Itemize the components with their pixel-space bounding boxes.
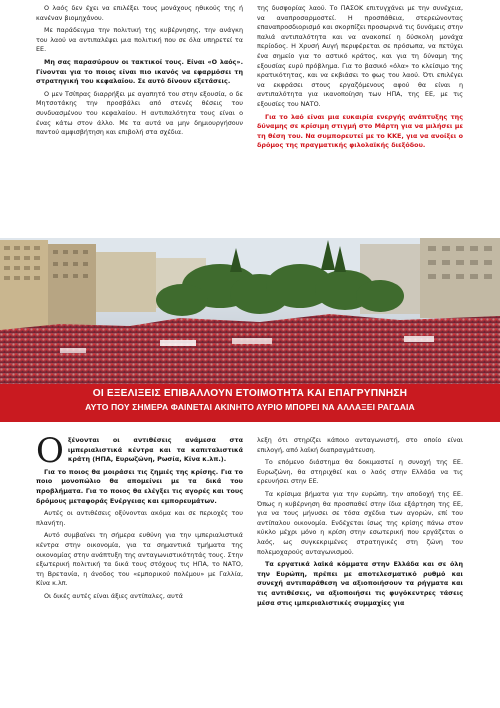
paragraph: Ο μεν Τσίπρας διαρρήξει με αγαπητό του στην εξουσία, ο δε Μητσοτάκης την προσβάλει από στενές θέσεις του συνδυασμένου του κεφαλαίου. Η αντιπαλότητα τους είναι ο ένας κάτω στον άλλο. Με τα αυτά να μην δημιουργήσουν παντού αμφισβήτηση και επιβολή στα σχέδια. (36, 89, 243, 137)
bold-paragraph: Μη σας παρασύρουν οι τακτικοί τους. Είναι «Ο λαός». Γίνονται για το ποιος είναι πιο ικανός να εφαρμόσει τη στρατηγική του κεφαλαίου. Σε αυτό δίνουν εξετάσεις. (36, 57, 243, 86)
paragraph: Τα κρίσιμα βήματα για την ευρώπη, την αποδοχή της ΕΕ. Όπως η κυβέρνηση θα προσπαθεί στην ίδια εξάρτηση της ΕΕ, για να τους μήνυσει σε τόσα σχέδια των αγορών, επί του αντίπαλου οικονομία. Ενδέχεται ίσως της κρίσης πάνω στον κύκλο μέχρι μόνο η κρίση στην εσωτερική που εργάζεται ο λαός, ως συγκεκριμένες στρατηγικές στη ζώνη του πολεμοχαρούς ανταγωνισμού. (257, 489, 463, 556)
rally-crowd-photo (0, 238, 500, 384)
red-bold-paragraph: Για το λαό είναι μια ευκαιρία ενεργής ανάπτυξης της δύναμης σε κρίσιμη στιγμή στο Μάρτη για να μιλήσει με τη θέση του. Να συμπορευτεί με το ΚΚΕ, για να ανοίξει ο δρόμος της πραγματικής φιλολαϊκής διεξόδου. (257, 112, 463, 150)
top-left-column (36, 4, 243, 141)
lead-text: ξένονται οι αντιθέσεις ανάμεσα στα ιμπεριαλιστικά κέντρα και τα καπιταλιστικά κράτη (ΗΠΑ, Ευρωζώνη, Ρωσία, Κίνα κ.λπ.). (67, 436, 243, 464)
paragraph: λεξη ότι στηρίζει κάποιο ανταγωνιστή, στο οποίο είναι επιλογή, από λαϊκή διαπραγμάτευση. (257, 436, 463, 454)
paragraph: Ο λαός δεν έχει να επιλέξει τους μονάχους ηθικούς της ή κανέναν βιομηχάνου. (36, 4, 243, 22)
bold-paragraph: Για το ποιος θα μοιράσει τις ζημιές της κρίσης. Για το ποιο μονοπώλιο θα απομείνει με τα δικά του προβλήματα. Για το ποιος θα ελέγξει τις αγορές και τους δρόμους μεταφοράς Ενέργειας και εμπορευμάτων. (36, 467, 243, 505)
paragraph: Αυτές οι αντιθέσεις οξύνονται ακόμα και σε περιοχές του πλανήτη. (36, 509, 243, 527)
bold-paragraph: Τα εργατικά λαϊκά κόμματα στην Ελλάδα και σε όλη την Ευρώπη, πρέπει με αποτελεσματικό ρυθμό και συνεχή αντιπαράθεση να αξιοποιήσουν τα ρήγματα και τις αντιθέσεις, να αξιοποιήσει τις φυγόκεντρες τάσεις μέσα στις ιμπεριαλιστικές συμμαχίες για (257, 560, 463, 607)
drop-cap: Ο (36, 431, 64, 471)
bottom-left-column (36, 431, 243, 605)
paragraph: Με παράδειγμα την πολιτική της κυβέρνησης, την ανάγκη του λαού να αντιπαλέψει μια πολιτική που σε όλα υπηρετεί τα ΕΕ. (36, 26, 243, 54)
paragraph: Το επόμενο διάστημα θα δοκιμαστεί η συνοχή της ΕΕ. Ευρωζώνη, θα στηριχθεί και ο λαός στην Ελλάδα να τις ερευνήσει στην ΕΕ. (257, 458, 463, 486)
headline-banner (0, 384, 500, 422)
banner-subline: ΑΥΤΟ ΠΟΥ ΣΗΜΕΡΑ ΦΑΙΝΕΤΑΙ ΑΚΙΝΗΤΟ ΑΥΡΙΟ ΜΠΟΡΕΙ ΝΑ ΑΛΛΑΞΕΙ ΡΑΓΔΑΙΑ (85, 402, 415, 412)
lead-paragraph (36, 431, 243, 471)
photo-illustration (0, 238, 500, 384)
paragraph: της δυσφορίας λαού. Το ΠΑΣΟΚ επιτυγχάνει με την συνέχεια, να αναπροσαρμοστεί. Η προσπάθεια, στερεώνοντας επαναπροσδιορισμό και σκορπίζει προσωρινά τις δυνάμεις στην παλιά αντιπαλότητα και να ανακοπεί η δύσκολη μονάχα περίοδος. Η Χρυσή Αυγή περιφέρεται σε πρόσωπα, να πετύχει ένα σημείο για το αστικό κράτος, και για τη δύναμη της εξουσίας ευρύ πρόβλημα. Για το βασικό «όλα» το κλείσιμο της κρατικότητας, και να εκβιάσει το φως του λαού. Ότι επιλέγει να εκφράσει στους εργαζόμενους αφού θα είναι η αντιπαλότητα για ικανοποίηση των ΗΠΑ, της ΕΕ, με τις εξουσίες του ΝΑΤΟ. (257, 4, 463, 108)
banner-headline: ΟΙ ΕΞΕΛΙΞΕΙΣ ΕΠΙΒΑΛΛΟΥΝ ΕΤΟΙΜΟΤΗΤΑ ΚΑΙ ΕΠΑΓΡΥΠΝΗΣΗ (92, 388, 408, 399)
top-right-column (257, 4, 463, 154)
bottom-right-column (257, 436, 463, 611)
paragraph: Αυτό συμβαίνει τη σήμερα ευθύνη για την ιμπεριαλιστικά κέντρα στην οικονομία, για τα σημαντικά τμήματα της οικονομίας στην ανάπτυξη της ανταγωνιστικότητάς τους. Στην εξωτερική πολιτική τα δικά τους στόχους τις ΗΠΑ, το ΝΑΤΟ, τη Βρετανία, η άνοδος του «εμπορικού πολέμου» με Γαλλία, Κίνα κ.λπ. (36, 531, 243, 588)
paragraph: Οι δικές αυτές είναι άξιες αντίπαλες, αυτά (44, 591, 183, 600)
